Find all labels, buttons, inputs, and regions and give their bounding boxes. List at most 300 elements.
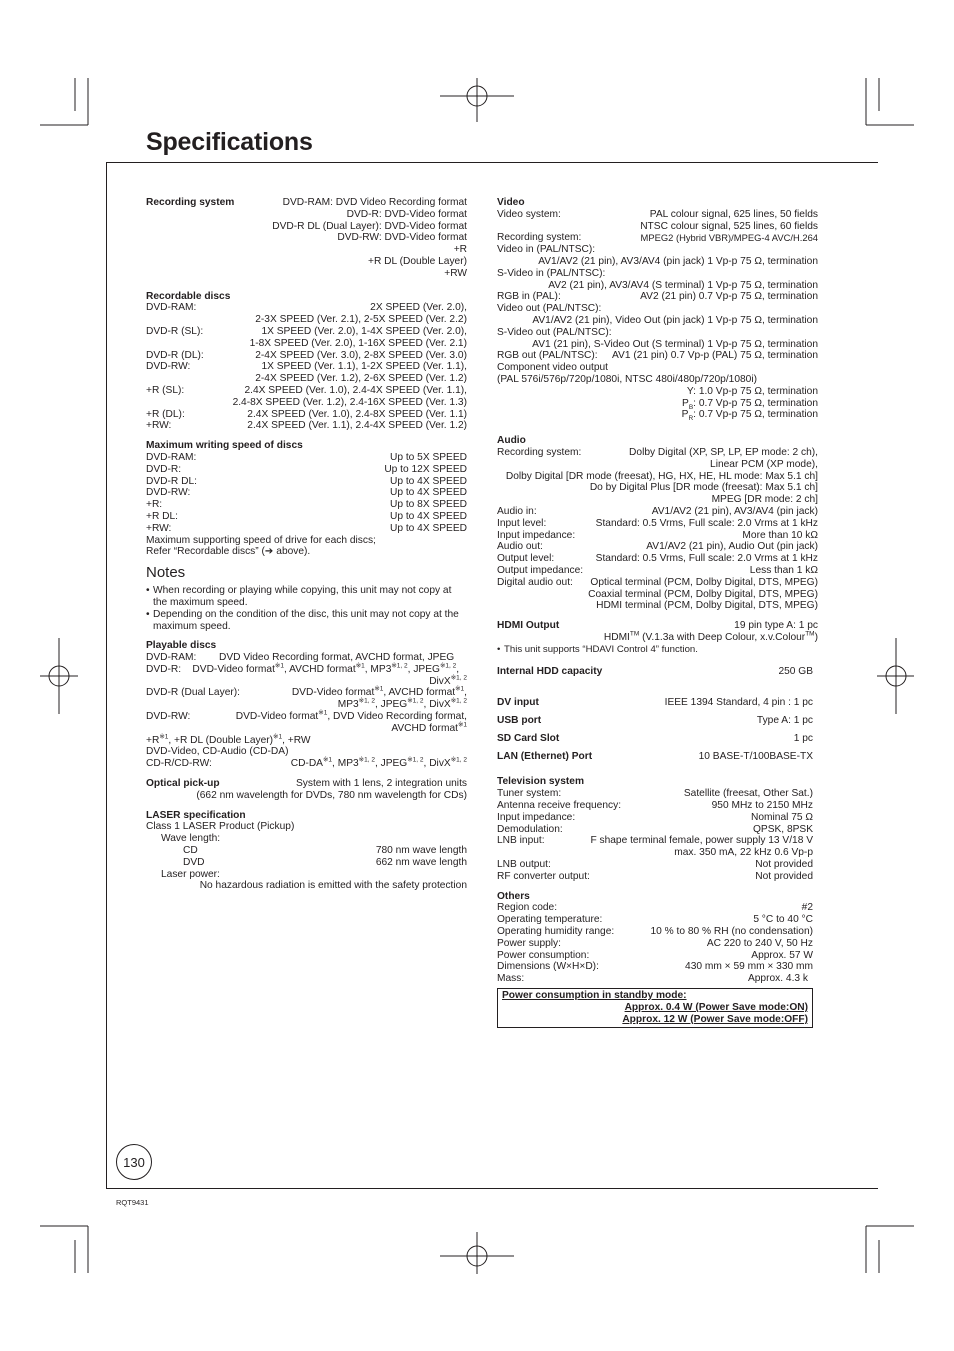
spec-value: , DVD Video Recording format, <box>327 711 467 723</box>
spec-value: , MP3 <box>364 663 392 675</box>
spec-value: Up to 8X SPEED <box>389 499 467 511</box>
spec-key: Dimensions (W×H×D): <box>497 961 599 973</box>
video-section <box>497 197 818 421</box>
spec-row <box>146 857 467 869</box>
spec-value: Standard: 0.5 Vrms, Full scale: 2.0 Vrms at 1 kHz <box>595 553 818 565</box>
spec-value: 5 °C to 40 °C <box>753 914 813 926</box>
recording-system-label: Recording system <box>146 197 235 208</box>
spec-value: : 0.7 Vp-p 75 Ω, termination <box>693 409 818 421</box>
hdmi-section <box>497 620 818 655</box>
spec-row <box>497 938 813 950</box>
note-item <box>146 609 467 633</box>
usb-port-label: USB port <box>497 715 542 727</box>
spec-row <box>146 302 467 314</box>
registration-mark-bottom <box>440 1232 514 1274</box>
recording-system-section <box>146 197 467 280</box>
spec-value: Approx. 57 W <box>751 949 813 961</box>
spec-value: 2-4X SPEED (Ver. 3.0), 2-8X SPEED (Ver. 3.0) <box>255 349 467 361</box>
spec-key: DVD-R DL: <box>146 475 197 487</box>
spec-key: Recording system: <box>497 232 582 244</box>
spec-row <box>146 326 467 338</box>
spec-key: Recording system: <box>497 446 582 458</box>
spec-value: (V.1.3a with Deep Colour, x.v.Colour <box>639 631 806 643</box>
spec-value: Nominal 75 Ω <box>751 811 813 823</box>
spec-key: S-Video in (PAL/NTSC): <box>497 267 606 279</box>
spec-value: (PAL 576i/576p/720p/1080i, NTSC 480i/480p/720p/1080i) <box>497 373 757 385</box>
spec-value: DVD-R DL (Dual Layer): DVD-Video format <box>272 220 467 232</box>
sd-card-label: SD Card Slot <box>497 732 560 744</box>
spec-value: 2-3X SPEED (Ver. 2.1), 2-5X SPEED (Ver. 2.2) <box>255 314 467 326</box>
spec-value: HDMI <box>603 631 630 643</box>
spec-key: LNB input: <box>497 835 545 847</box>
reference-text: above). <box>273 546 311 558</box>
spec-value: Not provided <box>755 870 813 882</box>
registration-mark-left <box>40 638 78 714</box>
spec-value: IEEE 1394 Standard, 4 pin : 1 pc <box>664 697 813 709</box>
spec-value: Linear PCM (XP mode), <box>710 458 818 470</box>
document-code: RQT9431 <box>116 1198 149 1207</box>
wave-length-label: Wave length: <box>161 833 221 845</box>
spec-value: 1X SPEED (Ver. 2.0), 1-4X SPEED (Ver. 2.0), <box>261 325 467 337</box>
spec-value: , AVCHD format <box>283 663 356 675</box>
spec-row <box>497 812 813 824</box>
spec-value: F shape terminal female, power supply 13 V/18 V <box>590 835 813 847</box>
spec-key: S-Video out (PAL/NTSC): <box>497 326 612 338</box>
spec-value: P <box>681 409 689 421</box>
spec-value: , JPEG <box>407 663 440 675</box>
max-writing-reference <box>146 546 467 558</box>
footnote-mark: ※1 <box>273 733 283 741</box>
spec-value: Satellite (freesat, Other Sat.) <box>683 788 813 800</box>
playable-dvd-r <box>146 664 467 676</box>
spec-value: Up to 4X SPEED <box>389 510 467 522</box>
spec-value: Approx. 4.3 k <box>747 973 808 985</box>
spec-value: +R DL (Double Layer) <box>368 255 467 267</box>
spec-value: : 0.7 Vp-p 75 Ω, termination <box>693 397 818 409</box>
notes-list <box>146 585 467 632</box>
spec-value: Up to 5X SPEED <box>389 451 467 463</box>
spec-key: Input impedance: <box>497 811 576 823</box>
spec-value: Optical terminal (PCM, Dolby Digital, DTS, MPEG) <box>590 576 818 588</box>
subscript: R <box>688 415 694 423</box>
spec-key: Audio out: <box>497 541 543 553</box>
spec-value: HDMI terminal (PCM, Dolby Digital, DTS, MPEG) <box>596 600 818 612</box>
spec-key: Demodulation: <box>497 823 563 835</box>
spec-key: DVD-R (DL): <box>146 349 204 361</box>
spec-value: , +R DL (Double Layer) <box>168 734 274 746</box>
spec-value: PAL colour signal, 625 lines, 50 fields <box>649 208 818 220</box>
spec-value: AV1/AV2 (21 pin), AV3/AV4 (pin jack) <box>651 505 818 517</box>
left-column <box>146 197 467 892</box>
spec-row <box>146 499 467 511</box>
spec-value: Type A: 1 pc <box>756 715 813 727</box>
spec-key: DVD-R: <box>146 463 182 475</box>
page-number <box>116 1144 152 1180</box>
spec-value: AV2 (21 pin) 0.7 Vp-p 75 Ω, termination <box>640 291 818 303</box>
spec-value: Up to 4X SPEED <box>389 475 467 487</box>
spec-value: +R <box>453 244 467 256</box>
footnote-mark: ※1, 2 <box>450 697 467 705</box>
page-title: Specifications <box>146 128 313 156</box>
spec-key: Video in (PAL/NTSC): <box>497 244 596 256</box>
spec-row <box>146 476 467 488</box>
spec-key: DVD-R: <box>146 663 182 675</box>
spec-value: DVD-R: DVD-Video format <box>346 208 467 220</box>
max-writing-speed-section <box>146 440 467 558</box>
spec-value: ) <box>814 631 818 643</box>
section-heading: Television system <box>497 776 585 788</box>
playable-cd-r <box>146 758 467 770</box>
spec-value: More than 10 kΩ <box>742 529 818 541</box>
footnote-mark: ※1, 2 <box>358 756 375 764</box>
spec-row <box>146 373 467 385</box>
section-heading: Audio <box>497 435 526 447</box>
spec-key: Operating humidity range: <box>497 926 615 938</box>
spec-key: Region code: <box>497 902 558 914</box>
spec-key: DVD-RAM: <box>146 302 197 314</box>
spec-key: Operating temperature: <box>497 914 603 926</box>
spec-key: Output level: <box>497 553 555 565</box>
spec-key: DVD-RW: <box>146 487 191 499</box>
spec-value: , +RW <box>282 734 311 746</box>
spec-key: +R DL: <box>146 510 178 522</box>
hdd-label: Internal HDD capacity <box>497 666 603 678</box>
laser-spec-section <box>146 810 467 893</box>
spec-value: AVCHD format <box>391 722 458 734</box>
spec-row <box>146 338 467 350</box>
spec-value: , <box>464 687 467 699</box>
footnote-mark: ※1, 2 <box>439 662 457 670</box>
lan-port-label: LAN (Ethernet) Port <box>497 750 593 762</box>
standby-power-box <box>497 988 813 1028</box>
spec-key: Tuner system: <box>497 788 562 800</box>
spec-value: No hazardous radiation is emitted with the safety protection <box>199 880 467 892</box>
spec-key: Power consumption: <box>497 949 590 961</box>
spec-value: max. 350 mA, 22 kHz 0.6 Vp-p <box>674 847 813 859</box>
spec-key: +R (DL): <box>146 408 185 420</box>
spec-row <box>146 314 467 326</box>
spec-key: +RW: <box>146 522 172 534</box>
bullet-icon: • <box>146 608 150 620</box>
note-text: Depending on the condition of the disc, this unit may not copy at the maximum speed. <box>153 608 459 632</box>
spec-key: DVD-RW: <box>146 711 191 723</box>
footnote-mark: ※1, 2 <box>450 674 467 682</box>
spec-row <box>497 961 813 973</box>
spec-value: 2.4X SPEED (Ver. 1.1), 2.4-4X SPEED (Ver. 1.2) <box>247 420 467 432</box>
hdd-row <box>497 666 818 678</box>
playable-dvd-ram <box>146 652 467 664</box>
laser-power-label: Laser power: <box>161 868 220 880</box>
subscript: B <box>688 403 694 411</box>
spec-key: Input level: <box>497 517 547 529</box>
spec-key: LNB output: <box>497 859 551 871</box>
hdmi-output-label: HDMI Output <box>497 620 560 632</box>
pb-value <box>497 398 818 410</box>
page-number-text: 130 <box>123 1154 145 1170</box>
hdmi-version <box>497 632 818 644</box>
spec-value: Dolby Digital (XP, SP, LP, EP mode: 2 ch), <box>629 446 818 458</box>
max-writing-note: Maximum supporting speed of drive for each discs; <box>146 534 376 546</box>
spec-key: CD-R/CD-RW: <box>146 758 212 770</box>
spec-value: Up to 4X SPEED <box>389 487 467 499</box>
footnote-mark: ※1, 2 <box>407 756 424 764</box>
spec-value: DVD Video Recording format, AVCHD format, JPEG <box>219 652 455 664</box>
spec-value: Y: 1.0 Vp-p 75 Ω, termination <box>686 385 818 397</box>
spec-key: Component video output <box>497 362 609 374</box>
spec-value: DVD-RW: DVD-Video format <box>337 232 467 244</box>
spec-value: DivX <box>429 675 451 687</box>
spec-value: MP3 <box>337 699 359 711</box>
spec-key: CD <box>183 845 198 857</box>
spec-key: Power supply: <box>497 937 561 949</box>
audio-section <box>497 435 818 612</box>
notes-heading: Notes <box>146 564 186 582</box>
spec-key: Video out (PAL/NTSC): <box>497 303 602 315</box>
footnote-mark: ※1 <box>318 709 328 717</box>
spec-row <box>497 788 813 800</box>
spec-key: RF converter output: <box>497 870 590 882</box>
spec-row <box>497 835 813 847</box>
spec-value: AC 220 to 240 V, 50 Hz <box>706 937 813 949</box>
optical-pickup-label: Optical pick-up <box>146 778 220 790</box>
others-section <box>497 891 818 985</box>
spec-value: , MP3 <box>332 758 359 770</box>
spec-value: 1 pc <box>793 732 813 744</box>
standby-power-off: Approx. 12 W (Power Save mode:OFF) <box>622 1013 808 1025</box>
footnote-mark: ※1 <box>159 733 169 741</box>
spec-value: , <box>456 663 460 675</box>
spec-row <box>146 511 467 523</box>
spec-value: AV2 (21 pin), AV3/AV4 (S terminal) 1 Vp-p 75 Ω, termination <box>548 279 818 291</box>
spec-row <box>146 452 467 464</box>
spec-value: MPEG [DR mode: 2 ch] <box>711 494 818 506</box>
section-heading: Maximum writing speed of discs <box>146 440 303 452</box>
spec-row <box>146 464 467 476</box>
spec-value: Up to 12X SPEED <box>384 463 467 475</box>
spec-value: 780 nm wave length <box>375 845 467 857</box>
title-rule <box>106 162 878 163</box>
television-section <box>497 776 818 882</box>
spec-key: DVD-RW: <box>146 361 191 373</box>
spec-row <box>497 565 818 577</box>
spec-key: Video system: <box>497 208 561 220</box>
spec-value: QPSK, 8PSK <box>752 823 813 835</box>
pr-value <box>497 409 818 421</box>
footnote-mark: ※1 <box>455 686 465 694</box>
spec-value: Do by Digital Plus [DR mode (freesat): Max 5.1 ch] <box>589 482 818 494</box>
dv-row <box>497 697 818 709</box>
spec-value: , DivX <box>423 699 451 711</box>
spec-value: (662 nm wavelength for DVDs, 780 nm wavelength for CDs) <box>196 789 467 801</box>
spec-value: 1X SPEED (Ver. 1.1), 1-2X SPEED (Ver. 1.1), <box>261 361 467 373</box>
spec-key: Audio in: <box>497 505 537 517</box>
footnote-mark: ※1, 2 <box>358 697 375 705</box>
spec-value: 430 mm × 59 mm × 330 mm <box>685 961 813 973</box>
playable-dvd-rw-cont <box>146 723 467 735</box>
spec-value: Dolby Digital [DR mode (freesat), HG, HX, HE, HL mode: Max 5.1 ch] <box>505 470 818 482</box>
spec-value: Standard: 0.5 Vrms, Full scale: 2.0 Vrms at 1 kHz <box>595 517 818 529</box>
spec-row <box>497 506 818 518</box>
spec-value: AV1 (21 pin), S-Video Out (S terminal) 1 Vp-p 75 Ω, termination <box>532 338 818 350</box>
spec-key: +R: <box>146 499 163 511</box>
spec-value: AV1 (21 pin) 0.7 Vp-p (PAL) 75 Ω, termination <box>612 350 818 362</box>
arrow-right-icon: ➔ <box>264 546 274 558</box>
spec-row <box>497 800 813 812</box>
spec-value: 2X SPEED (Ver. 2.0), <box>370 302 467 314</box>
spec-value-group <box>190 711 467 723</box>
spec-key: DVD-RAM: <box>146 652 197 664</box>
note-item <box>146 585 467 609</box>
lan-row <box>497 751 818 763</box>
spec-row <box>497 518 818 530</box>
bullet-icon: • <box>146 585 150 597</box>
left-margin-rule <box>106 162 107 1188</box>
trademark-mark: TM <box>805 630 815 638</box>
spec-value: 2.4X SPEED (Ver. 1.0), 2.4-4X SPEED (Ver. 1.1), <box>244 384 467 396</box>
spec-key: Input impedance: <box>497 529 576 541</box>
spec-value: 2.4X SPEED (Ver. 1.0), 2.4-8X SPEED (Ver. 1.1) <box>247 408 467 420</box>
spec-row <box>146 845 467 857</box>
spec-row <box>497 871 813 883</box>
spec-key: DVD-R (Dual Layer): <box>146 687 240 699</box>
spec-key: RGB out (PAL/NTSC): <box>497 350 598 362</box>
spec-value: P <box>682 397 689 409</box>
spec-value: 2-4X SPEED (Ver. 1.2), 2-6X SPEED (Ver. 1.2) <box>255 373 467 385</box>
registration-mark-right <box>877 638 914 714</box>
registration-mark-top <box>440 78 514 122</box>
spec-value: AV1/AV2 (21 pin), Video Out (pin jack) 1 Vp-p 75 Ω, termination <box>532 314 818 326</box>
bullet-icon: • <box>497 643 501 655</box>
spec-value: 19 pin type A: 1 pc <box>734 620 818 632</box>
laser-product: Class 1 LASER Product (Pickup) <box>146 821 295 833</box>
playable-discs-section <box>146 640 467 770</box>
reference-text: Refer “Recordable discs” ( <box>146 546 265 558</box>
spec-key: Antenna receive frequency: <box>497 800 622 812</box>
spec-row <box>497 847 813 859</box>
spec-value: DVD-Video format <box>235 711 319 723</box>
spec-value: Not provided <box>755 859 813 871</box>
standby-power-on: Approx. 0.4 W (Power Save mode:ON) <box>624 1001 808 1013</box>
dv-input-label: DV input <box>497 697 539 709</box>
spec-value: AV1/AV2 (21 pin), AV3/AV4 (pin jack) 1 Vp-p 75 Ω, termination <box>538 255 818 267</box>
footnote-mark: ※1, 2 <box>391 662 408 670</box>
usb-row <box>497 715 818 727</box>
standby-power-title: Power consumption in standby mode: <box>502 990 687 1002</box>
playable-dvd-rw <box>146 711 467 723</box>
spec-value: CD-DA <box>290 758 323 770</box>
spec-row <box>497 824 813 836</box>
recordable-discs-section <box>146 291 467 433</box>
spec-row <box>497 926 813 938</box>
spec-row <box>497 553 818 565</box>
playable-dvd-r-dl-cont <box>146 699 467 711</box>
footnote-mark: ※1, 2 <box>450 756 467 764</box>
spec-value: 10 BASE-T/100BASE-TX <box>698 750 813 762</box>
hdmi-note <box>497 644 818 656</box>
spec-row <box>497 577 818 589</box>
spec-value: , DivX <box>423 758 451 770</box>
spec-value: DVD-Video format <box>192 663 275 675</box>
playable-dvd-r-cont <box>146 676 467 688</box>
spec-row <box>146 397 467 409</box>
spec-key: +R (SL): <box>146 384 185 396</box>
spec-key: RGB in (PAL): <box>497 291 561 303</box>
footnote-mark: ※1, 2 <box>407 697 424 705</box>
section-heading: Video <box>497 197 525 208</box>
section-heading: Recordable discs <box>146 290 231 302</box>
spec-row <box>497 950 813 962</box>
spec-value: MPEG2 (Hybrid VBR)/MPEG-4 AVC/H.264 <box>640 232 818 244</box>
spec-row <box>497 902 813 914</box>
spec-value: 2.4-8X SPEED (Ver. 1.2), 2.4-16X SPEED (Ver. 1.3) <box>232 396 467 408</box>
spec-value: , AVCHD format <box>383 687 456 699</box>
spec-value: Less than 1 kΩ <box>749 564 818 576</box>
footnote-mark: ※1 <box>322 756 333 764</box>
trademark-mark: TM <box>629 630 640 638</box>
spec-value: Coaxial terminal (PCM, Dolby Digital, DTS, MPEG) <box>588 588 818 600</box>
spec-row <box>146 409 467 421</box>
spec-row <box>497 914 813 926</box>
spec-value: System with 1 lens, 2 integration units <box>295 778 467 790</box>
spec-row <box>146 420 467 432</box>
spec-value: DVD-RAM: DVD Video Recording format <box>282 197 467 208</box>
section-heading: LASER specification <box>146 809 246 821</box>
spec-value-group <box>240 687 467 699</box>
footer-rule <box>106 1188 878 1189</box>
spec-value: Up to 4X SPEED <box>389 522 467 534</box>
spec-key: Mass: <box>497 973 525 985</box>
right-column <box>497 197 818 1028</box>
spec-value: #2 <box>801 902 813 914</box>
spec-row <box>497 859 813 871</box>
spec-value: 250 GB <box>778 666 813 678</box>
spec-value: +R <box>146 734 160 746</box>
spec-value: NTSC colour signal, 525 lines, 60 fields <box>640 220 818 232</box>
spec-value: , JPEG <box>374 699 408 711</box>
spec-row <box>497 589 818 601</box>
spec-value: 1-8X SPEED (Ver. 2.0), 1-16X SPEED (Ver. 2.1) <box>249 337 467 349</box>
spec-key: DVD-RAM: <box>146 451 197 463</box>
spec-row <box>497 530 818 542</box>
spec-row <box>146 385 467 397</box>
spec-value: , JPEG <box>374 758 408 770</box>
spec-row <box>146 350 467 362</box>
optical-pickup-section <box>146 778 467 802</box>
spec-key: DVD-R (SL): <box>146 325 204 337</box>
spec-row <box>146 487 467 499</box>
section-heading: Others <box>497 890 530 902</box>
spec-value: 10 % to 80 % RH (no condensation) <box>650 926 813 938</box>
spec-key: +RW: <box>146 420 172 432</box>
spec-value: 950 MHz to 2150 MHz <box>711 800 813 812</box>
note-text: When recording or playing while copying, this unit may not copy at the maximum speed. <box>153 585 452 608</box>
spec-row <box>497 973 813 985</box>
spec-value: +RW <box>444 267 467 279</box>
spec-row <box>146 361 467 373</box>
spec-row <box>497 541 818 553</box>
playable-dvd-video: DVD-Video, CD-Audio (CD-DA) <box>146 746 289 758</box>
spec-value: AV1/AV2 (21 pin), Audio Out (pin jack) <box>646 541 818 553</box>
sd-row <box>497 733 818 745</box>
playable-plus-r <box>146 735 467 747</box>
section-heading: Playable discs <box>146 640 217 652</box>
footnote-mark: ※1 <box>355 662 365 670</box>
spec-row <box>146 523 467 535</box>
spec-key: Digital audio out: <box>497 576 573 588</box>
note-text: This unit supports “HDAVI Control 4” function. <box>504 643 698 655</box>
footnote-mark: ※1 <box>274 662 284 670</box>
spec-key: DVD <box>183 856 205 868</box>
